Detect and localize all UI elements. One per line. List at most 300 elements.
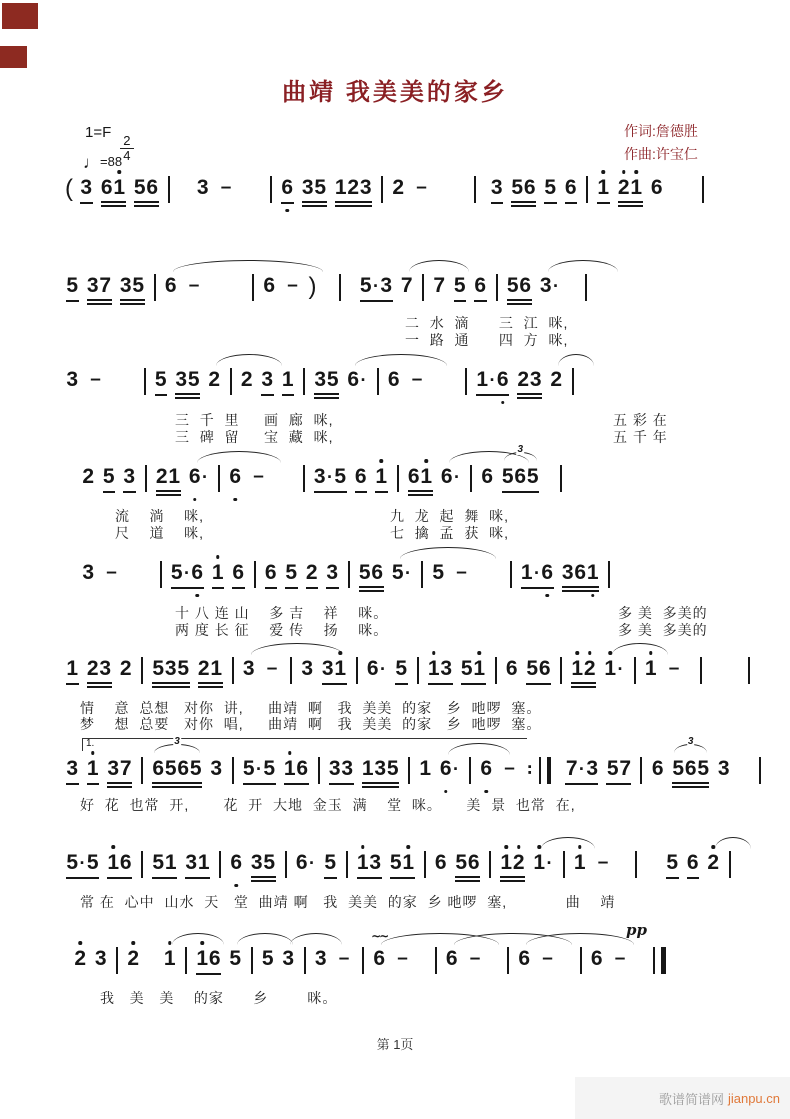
octave-dot-low <box>546 594 550 598</box>
barline <box>254 561 256 588</box>
note-digit: 3 <box>326 561 339 584</box>
barline <box>232 657 234 684</box>
octave-dot-high <box>201 941 205 945</box>
note-group <box>501 444 540 493</box>
note-group <box>281 176 294 204</box>
octave-dot-high <box>576 651 580 655</box>
note-digit: 1 <box>476 368 489 391</box>
note-digit: 3 <box>301 176 314 199</box>
augmentation-dot: · <box>553 276 559 296</box>
slur-arc <box>355 354 447 366</box>
note-group <box>282 947 295 971</box>
note-digit: 3 <box>185 851 198 874</box>
note-group <box>428 657 453 685</box>
final-barline <box>648 947 671 974</box>
note-group <box>243 757 276 785</box>
notes-row <box>78 444 567 499</box>
note-group <box>474 274 487 302</box>
note-group <box>491 176 504 204</box>
note-digit: 5 <box>66 274 79 297</box>
note-group <box>208 368 221 392</box>
note-digit: 6 <box>480 757 493 781</box>
note-digit: 5 <box>187 368 200 391</box>
note-group <box>66 368 79 392</box>
note-digit: 2 <box>305 561 318 584</box>
note-digit: 1 <box>284 757 297 781</box>
duration-dash: – <box>287 275 298 296</box>
barline <box>168 176 170 203</box>
barline <box>495 657 497 684</box>
slur-arc <box>173 260 323 272</box>
note-digit: 5 <box>66 851 79 874</box>
octave-dot-low <box>501 401 505 405</box>
music-system <box>70 921 676 1006</box>
lyric-line: 三 千 里 画 廊 咪, <box>175 412 334 428</box>
note-digit: 3 <box>210 757 223 780</box>
spacer <box>175 176 193 177</box>
note-digit: 1 <box>334 657 347 681</box>
lyric-line: 五 彩 在 <box>613 412 668 428</box>
note-digit: 2 <box>517 368 530 391</box>
note-group <box>171 561 204 589</box>
note-digit: 3 <box>529 368 542 391</box>
barline-thin <box>653 947 655 974</box>
note-group <box>189 465 210 489</box>
note-digit: 7 <box>433 274 446 297</box>
note-group <box>500 851 525 882</box>
note-group <box>645 657 658 681</box>
barline <box>144 368 146 395</box>
note-group <box>367 657 388 681</box>
octave-dot-low <box>444 790 448 794</box>
barline <box>219 851 221 878</box>
note-digit: 6 <box>407 465 420 488</box>
note-group <box>87 657 112 688</box>
octave-dot-low <box>234 498 238 502</box>
note-group <box>511 176 536 207</box>
note-digit: 5 <box>102 465 115 488</box>
note-group <box>134 176 159 207</box>
quarter-note-icon: ♩ <box>83 153 100 172</box>
note-digit: 6 <box>434 851 447 874</box>
barline <box>303 368 305 395</box>
note-group <box>262 947 275 971</box>
note-digit: 6 <box>347 368 360 391</box>
spacer <box>272 465 298 466</box>
note-group <box>441 465 462 489</box>
duration-dash: – <box>416 177 427 198</box>
octave-dot-high <box>649 651 653 655</box>
note-digit: 3 <box>282 947 295 970</box>
note-group <box>432 561 445 585</box>
note-digit: 6 <box>354 465 367 488</box>
slur-arc <box>715 837 751 849</box>
note-digit: 1 <box>212 561 225 585</box>
note-group <box>446 947 459 971</box>
note-digit: 6 <box>100 176 113 199</box>
triplet-mark: 3 <box>674 744 708 753</box>
note-digit: 5 <box>326 368 339 391</box>
octave-dot-low <box>286 209 290 213</box>
note-group <box>390 851 415 879</box>
duration-dash: – <box>668 658 680 679</box>
note-digit: 6 <box>564 176 577 199</box>
spacer <box>734 757 754 758</box>
note-digit: 5 <box>189 757 202 780</box>
note-digit: 5 <box>86 851 99 874</box>
note-digit: 1 <box>428 657 441 681</box>
barline <box>348 561 350 588</box>
slur-arc <box>548 260 618 272</box>
time-signature <box>120 134 133 163</box>
note-digit: 5 <box>506 274 519 297</box>
octave-dot-high <box>168 941 172 945</box>
note-digit: 1 <box>597 176 610 200</box>
note-group <box>375 465 388 493</box>
barline <box>469 757 471 784</box>
note-digit: 5 <box>391 561 404 584</box>
spacer <box>543 465 555 466</box>
slur-arc <box>558 354 594 366</box>
note-digit: 6 <box>232 561 245 584</box>
slur-arc <box>172 933 224 945</box>
note-group <box>243 657 256 681</box>
note-group <box>597 176 610 204</box>
note-group <box>232 561 245 589</box>
spacer <box>416 947 430 948</box>
note-digit: 6 <box>481 465 494 488</box>
note-digit: 5 <box>242 757 255 780</box>
note-group <box>123 465 136 493</box>
meter-denominator: 4 <box>123 148 131 163</box>
note-digit: 5 <box>395 657 408 680</box>
augmentation-dot: · <box>256 759 262 779</box>
slur-arc <box>400 547 496 559</box>
note-digit: 2 <box>550 368 563 391</box>
barline <box>377 368 379 395</box>
note-digit: 5 <box>526 465 539 488</box>
note-digit: 2 <box>240 368 253 391</box>
note-digit: 5 <box>697 757 710 780</box>
note-digit: 3 <box>82 561 95 584</box>
barline-thick <box>547 757 552 784</box>
barline <box>729 851 731 878</box>
note-digit: 5 <box>432 561 445 584</box>
note-group <box>359 561 384 592</box>
note-group <box>230 851 243 875</box>
note-group <box>165 274 178 298</box>
note-group <box>651 176 664 200</box>
slur-arc <box>237 933 293 945</box>
note-group <box>302 176 327 207</box>
note-digit: 5 <box>666 851 679 874</box>
note-digit: 3 <box>321 657 334 680</box>
lyric-line: 常 在 心中 山水 天 堂 曲靖 啊 我 美美 的家 乡 吔啰 塞, 曲 靖 <box>80 894 616 910</box>
note-group <box>197 176 210 200</box>
note-digit: 1 <box>210 657 223 680</box>
note-digit: 5 <box>455 851 468 874</box>
note-group <box>419 757 432 781</box>
note-digit: 2 <box>618 176 631 200</box>
note-digit: 3 <box>313 465 326 488</box>
note-digit: 3 <box>359 176 372 199</box>
note-digit: 1 <box>164 947 177 971</box>
note-digit: 3 <box>586 757 599 780</box>
note-digit: 6 <box>208 947 221 970</box>
note-digit: 6 <box>146 176 159 199</box>
notes-row <box>62 851 736 885</box>
slur-arc <box>290 933 342 945</box>
note-digit: 5 <box>152 851 165 874</box>
lyric-line: 三 碑 留 宝 藏 咪, <box>175 429 334 445</box>
note-digit: 6 <box>686 851 699 874</box>
spacer <box>481 176 487 177</box>
augmentation-dot: · <box>546 853 553 873</box>
duration-dash: – <box>456 562 467 583</box>
augmentation-dot: · <box>202 467 208 487</box>
note-digit: 3 <box>440 657 453 680</box>
note-digit: 6 <box>229 465 242 489</box>
note-digit: 6 <box>189 465 202 489</box>
note-group <box>127 947 140 971</box>
note-group <box>435 851 448 875</box>
note-digit: 3 <box>66 757 79 780</box>
barline <box>339 274 341 301</box>
note-group <box>480 757 493 781</box>
barline <box>290 657 292 684</box>
note-digit: 5 <box>314 176 327 199</box>
note-group <box>392 561 413 585</box>
note-digit: 2 <box>82 465 95 488</box>
lyric-line: 多 美 多美的 <box>618 622 708 638</box>
spacer <box>633 947 643 948</box>
spacer <box>475 561 505 562</box>
note-digit: 3 <box>539 274 552 297</box>
note-group <box>82 465 95 489</box>
note-digit: 3 <box>314 947 327 970</box>
note-group <box>565 176 578 204</box>
note-digit: 3 <box>66 368 79 391</box>
note-group <box>152 851 177 879</box>
note-group <box>606 757 631 785</box>
note-digit: 5 <box>358 561 371 584</box>
octave-dot-high <box>505 845 509 849</box>
note-digit: 3 <box>196 176 209 199</box>
note-group <box>120 274 145 305</box>
lyric-line: 多 美 多美的 <box>618 605 708 621</box>
barline <box>702 176 704 203</box>
note-group <box>301 657 314 681</box>
barline-thick <box>661 947 666 974</box>
note-digit: 6 <box>651 757 664 780</box>
note-group <box>66 657 79 685</box>
note-digit: 5 <box>177 657 190 680</box>
lyric-line: 五 千 年 <box>613 429 668 445</box>
octave-dot-high <box>425 459 429 463</box>
spacer <box>430 368 460 369</box>
note-group <box>103 465 116 493</box>
watermark-site: 歌谱简谱网 <box>658 1091 724 1107</box>
barline <box>563 851 565 878</box>
note-digit: 1 <box>645 657 658 681</box>
barline <box>421 561 423 588</box>
music-system <box>62 176 709 210</box>
duration-dash: – <box>220 177 232 198</box>
note-digit: 1 <box>571 657 584 681</box>
note-digit: 3 <box>301 657 314 680</box>
note-group <box>517 368 542 399</box>
music-system <box>62 368 668 445</box>
note-digit: 2 <box>127 947 140 971</box>
spacer <box>109 368 139 369</box>
barline <box>634 657 636 684</box>
note-digit: 3 <box>242 657 255 680</box>
note-digit: 5 <box>511 176 524 199</box>
spacer <box>616 851 630 852</box>
octave-dot-high <box>118 170 122 174</box>
credits <box>624 120 698 166</box>
barline <box>408 757 410 784</box>
note-digit: 6 <box>684 757 697 780</box>
key-label: 1=F <box>85 124 112 141</box>
augmentation-dot: · <box>534 563 540 583</box>
octave-dot-low <box>485 790 489 794</box>
note-digit: 5 <box>389 851 402 874</box>
barline <box>700 657 702 684</box>
barline <box>640 757 642 784</box>
note-group <box>229 465 242 489</box>
note-digit: 2 <box>392 176 405 199</box>
duration-dash: – <box>504 758 515 779</box>
octave-dot-high <box>339 651 343 655</box>
barline <box>141 657 143 684</box>
note-digit: 7 <box>565 757 578 780</box>
note-group <box>314 465 347 493</box>
page-number: 第 1页 <box>376 1037 414 1052</box>
music-system <box>62 657 755 732</box>
note-group <box>66 851 99 879</box>
note-group <box>454 274 467 302</box>
note-group <box>687 851 700 879</box>
octave-dot-high <box>407 845 411 849</box>
note-group <box>433 274 446 298</box>
note-digit: 7 <box>119 757 132 780</box>
note-digit: 1 <box>574 851 587 875</box>
note-digit: 1 <box>281 368 294 391</box>
note-group <box>107 757 132 788</box>
note-digit: 2 <box>513 851 526 875</box>
note-digit: 1 <box>168 465 181 488</box>
note-group <box>261 368 274 396</box>
note-group <box>155 368 168 396</box>
note-digit: 6 <box>164 274 177 297</box>
barline <box>748 657 750 684</box>
trill-mark: ∼∼ <box>371 929 388 943</box>
note-digit: 3 <box>175 368 188 391</box>
note-digit: 5 <box>154 368 167 391</box>
duration-dash: – <box>338 948 350 969</box>
note-digit: 2 <box>584 657 597 681</box>
note-group <box>518 947 531 971</box>
notes-row <box>62 368 579 402</box>
note-group <box>185 851 210 879</box>
slur-arc <box>612 643 668 655</box>
note-digit: 2 <box>707 851 720 875</box>
note-group <box>95 947 108 971</box>
duration-dash: – <box>542 948 553 969</box>
note-digit: 6 <box>152 757 165 780</box>
note-group <box>324 851 337 879</box>
note-group <box>651 757 664 781</box>
barline <box>304 947 306 974</box>
note-digit: 7 <box>400 274 413 297</box>
octave-dot-high <box>288 751 292 755</box>
octave-dot-high <box>132 941 136 945</box>
note-digit: 1 <box>107 851 120 875</box>
augmentation-dot: · <box>453 759 459 779</box>
lyric-line: 一 路 通 四 方 咪, <box>405 332 569 348</box>
note-group <box>506 657 519 681</box>
note-digit: 6 <box>263 274 276 297</box>
barline <box>465 368 467 395</box>
note-group <box>574 851 587 875</box>
lyric-line: 两 度 长 征 爱 传 扬 咪。 <box>175 622 389 638</box>
music-system <box>78 561 708 638</box>
note-digit: 6 <box>574 561 587 584</box>
barline <box>141 851 143 878</box>
spacer <box>125 561 155 562</box>
note-group <box>392 176 405 200</box>
note-digit: 7 <box>99 274 112 297</box>
notes-row <box>78 561 615 595</box>
note-digit: 1 <box>196 947 209 971</box>
octave-dot-high <box>112 845 116 849</box>
spacer <box>642 851 662 852</box>
spacer <box>564 274 580 275</box>
note-group <box>263 274 276 298</box>
meter-numerator: 2 <box>120 134 133 149</box>
note-group <box>152 657 190 688</box>
lyric-line: 好 花 也常 开, 花 开 大地 金玉 满 堂 咪。 美 景 也常 在, <box>80 797 576 813</box>
barline <box>560 465 562 492</box>
watermark-domain: jianpu.cn <box>727 1090 780 1106</box>
note-group <box>476 368 509 396</box>
lyric-line: 七 擒 孟 获 咪, <box>390 525 510 541</box>
note-digit: 5 <box>152 657 165 680</box>
augmentation-dot: · <box>489 370 496 390</box>
credit-composer: 作曲:许宝仁 <box>624 146 698 162</box>
note-group <box>357 851 382 879</box>
note-group <box>322 657 347 685</box>
note-group <box>408 465 433 496</box>
triplet-mark: 3 <box>504 452 538 461</box>
note-digit: 5 <box>164 757 177 780</box>
note-group <box>717 757 730 781</box>
augmentation-dot: · <box>405 563 411 583</box>
octave-dot-high <box>380 459 384 463</box>
parenthesis: ( <box>65 175 73 202</box>
barline <box>252 274 254 301</box>
octave-dot-high <box>478 651 482 655</box>
note-group <box>544 176 557 204</box>
octave-dot-high <box>635 170 639 174</box>
duration-dash: – <box>597 852 609 873</box>
note-digit: 3 <box>314 368 327 391</box>
note-group <box>461 657 486 685</box>
note-group <box>507 274 532 305</box>
note-digit: 1 <box>520 561 533 584</box>
barline <box>474 176 476 203</box>
